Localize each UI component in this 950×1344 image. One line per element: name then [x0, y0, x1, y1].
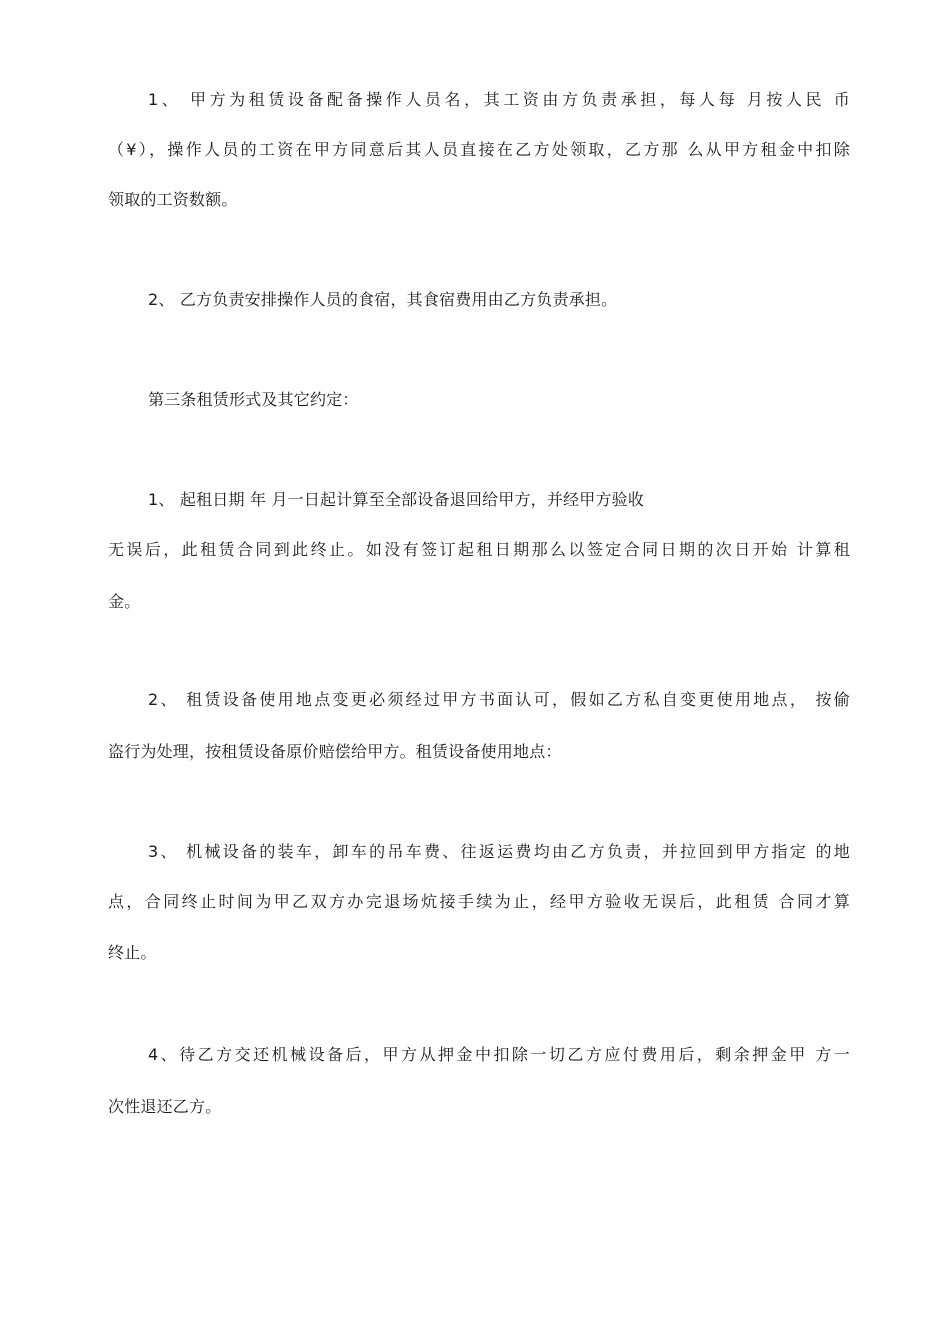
- text-line: 1、 起租日期 年 月一日起计算至全部设备退回给甲方，并经甲方验收: [148, 490, 645, 509]
- text-line: 领取的工资数额。: [108, 190, 238, 209]
- text-line: 终止。: [108, 943, 157, 962]
- section-heading: 第三条租赁形式及其它约定：: [148, 390, 359, 409]
- text-line: 金。: [108, 592, 141, 611]
- text-line: 无误后，此租赁合同到此终止。如没有签订起租日期那么以签定合同日期的次日开始 计算租: [108, 540, 850, 559]
- text-line: 点，合同终止时间为甲乙双方办完退场炕接手续为止，经甲方验收无误后，此租赁 合同才算: [108, 892, 850, 911]
- text-line: 1、 甲方为租赁设备配备操作人员名，其工资由方负责承担，每人每 月按人民 币: [148, 90, 850, 109]
- text-line: 2、 乙方负责安排操作人员的食宿，其食宿费用由乙方负责承担。: [148, 290, 618, 309]
- text-line: （¥），操作人员的工资在甲方同意后其人员直接在乙方处领取，乙方那 么从甲方租金中扣除: [108, 140, 850, 159]
- text-line: 3、 机械设备的装车，卸车的吊车费、往返运费均由乙方负责，并拉回到甲方指定 的地: [148, 842, 850, 861]
- text-line: 2、 租赁设备使用地点变更必须经过甲方书面认可，假如乙方私自变更使用地点， 按偷: [148, 690, 850, 709]
- text-line: 盗行为处理，按租赁设备原价赔偿给甲方。租赁设备使用地点：: [108, 742, 562, 761]
- text-line: 次性退还乙方。: [108, 1097, 222, 1116]
- text-line: 4、待乙方交还机械设备后，甲方从押金中扣除一切乙方应付费用后，剩余押金甲 方一: [148, 1045, 850, 1064]
